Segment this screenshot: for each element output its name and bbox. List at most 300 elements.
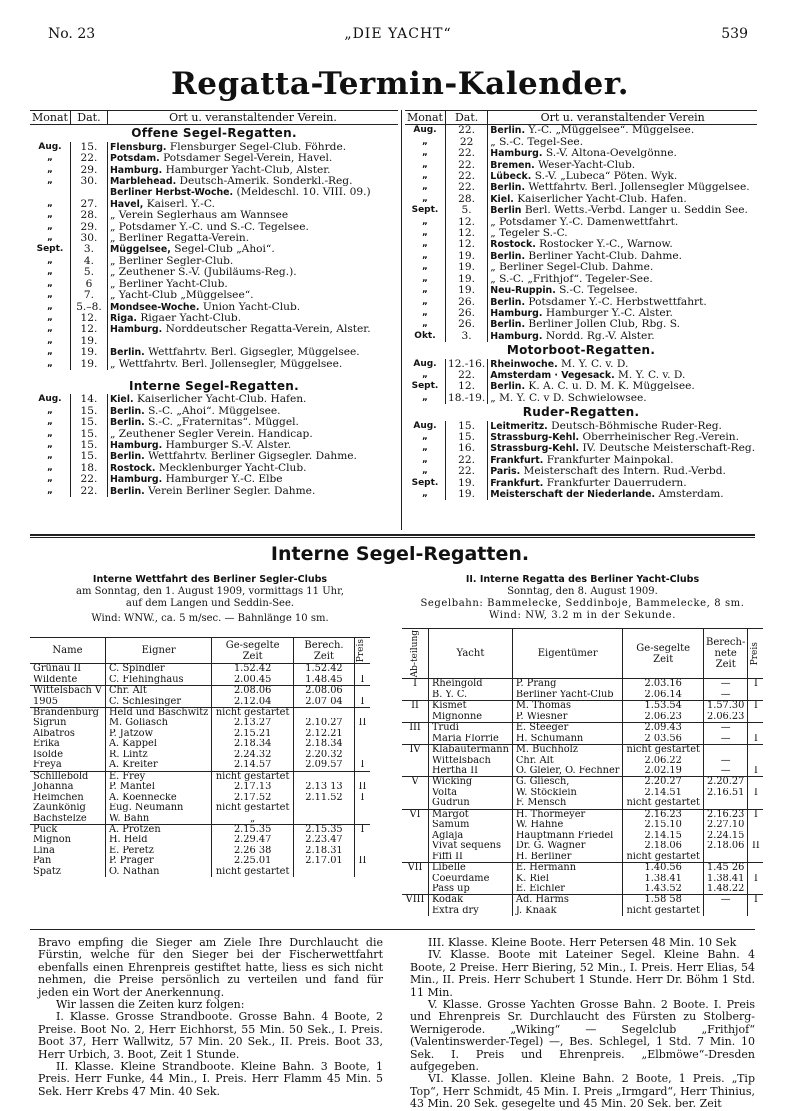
table-cell bbox=[748, 884, 764, 895]
month-cell: „ bbox=[30, 290, 70, 301]
month-cell: „ bbox=[405, 285, 445, 296]
month-cell: „ bbox=[405, 160, 445, 171]
table-cell: 2.27.10 bbox=[703, 820, 747, 830]
table-cell: H. Schumann bbox=[512, 734, 623, 745]
table-cell bbox=[402, 756, 429, 766]
club-text: Mecklenburger Yacht-Club. bbox=[158, 462, 307, 474]
table-row bbox=[402, 756, 763, 766]
club-text: „ Berliner Yacht-Club. bbox=[109, 278, 228, 290]
left-intro-line: am Sonntag, den 1. August 1909, vormittags 11 Uhr, bbox=[76, 586, 344, 597]
calendar-right bbox=[405, 110, 755, 500]
table-cell: 1.58 58 bbox=[623, 895, 704, 906]
city-name: Bremen. bbox=[490, 159, 535, 171]
table-cell: Isolde bbox=[33, 749, 63, 760]
table-row bbox=[30, 760, 370, 771]
right-intro-line: Sonntag, den 8. August 1909. bbox=[507, 586, 658, 597]
table-cell: Pan bbox=[33, 856, 52, 867]
place-cell bbox=[488, 171, 757, 182]
calendar-row bbox=[30, 359, 398, 370]
club-text: Flensburger Segel-Club. Föhrde. bbox=[169, 141, 347, 153]
place-cell bbox=[488, 182, 757, 193]
place-cell bbox=[488, 160, 757, 171]
date-cell: 15. bbox=[70, 440, 107, 451]
place-cell bbox=[488, 217, 757, 228]
month-cell: Okt. bbox=[405, 331, 445, 342]
table-cell: Sigrun bbox=[33, 718, 67, 729]
table-row bbox=[30, 782, 370, 792]
month-cell: Sept. bbox=[405, 381, 445, 392]
month-cell: „ bbox=[30, 324, 70, 335]
calendar-row bbox=[405, 489, 757, 500]
table-cell: H. Thormeyer bbox=[512, 809, 623, 820]
calendar-section bbox=[405, 342, 757, 358]
table-row bbox=[30, 793, 370, 803]
date-cell: 22. bbox=[445, 455, 487, 466]
month-cell: Aug. bbox=[405, 359, 445, 370]
date-cell: 19. bbox=[445, 489, 487, 500]
city-name: Rostock. bbox=[109, 462, 156, 474]
col-header: Berech. Zeit bbox=[293, 638, 354, 664]
left-intro bbox=[40, 574, 380, 625]
table-cell bbox=[748, 712, 764, 723]
table-cell bbox=[354, 846, 370, 856]
date-cell: 12. bbox=[445, 381, 487, 392]
table-cell bbox=[703, 798, 747, 809]
table-cell: VIII bbox=[402, 895, 429, 906]
club-text: IV. Deutsche Meisterschaft-Reg. bbox=[582, 443, 756, 455]
table-cell: 2.13.27 bbox=[212, 718, 294, 728]
table-cell bbox=[354, 664, 370, 675]
col-month: Monat bbox=[30, 111, 70, 125]
month-cell: „ bbox=[30, 165, 70, 176]
month-cell: „ bbox=[405, 489, 445, 500]
date-cell: 22. bbox=[70, 153, 107, 164]
calendar-left-table bbox=[30, 110, 398, 497]
table-cell: Maria Florrie bbox=[429, 734, 513, 745]
table-row bbox=[30, 856, 370, 866]
city-name: Flensburg. bbox=[109, 141, 167, 153]
table-cell: 2.26 38 bbox=[212, 846, 294, 856]
table-cell: Mignon bbox=[33, 835, 71, 846]
club-text: „ Potsdamer Y.-C. und S.-C. Tegelsee. bbox=[109, 221, 309, 233]
date-cell: 22. bbox=[70, 486, 107, 497]
month-cell: „ bbox=[405, 239, 445, 250]
table-cell bbox=[354, 729, 370, 739]
table-cell: II bbox=[354, 782, 370, 792]
city-name: Amsterdam · Vegesack. bbox=[490, 369, 615, 381]
place-cell bbox=[107, 165, 398, 176]
table-cell: 1.48.45 bbox=[293, 675, 354, 686]
table-cell: I bbox=[748, 788, 764, 798]
table-cell: 2.07 04 bbox=[293, 697, 354, 708]
table-row bbox=[402, 734, 763, 745]
table-cell bbox=[293, 708, 354, 719]
calendar-row bbox=[405, 148, 757, 159]
club-text: Frankfurter Mainpokal. bbox=[546, 454, 674, 466]
date-cell: 29. bbox=[70, 222, 107, 233]
place-cell bbox=[107, 153, 398, 164]
table-cell: Puck bbox=[30, 824, 105, 835]
month-cell: „ bbox=[30, 279, 70, 290]
calendar-row bbox=[405, 262, 757, 273]
table-cell: B. Y. C. bbox=[429, 690, 513, 701]
table-cell: 2.09.43 bbox=[623, 723, 704, 734]
club-text: „ Wettfahrtv. Berl. Jollensegler, Müggelsee. bbox=[109, 358, 343, 370]
place-cell bbox=[488, 297, 757, 308]
city-name: Paris. bbox=[490, 466, 521, 478]
table-cell: nicht gestartet bbox=[212, 867, 294, 877]
city-name: Berlin. bbox=[109, 417, 145, 429]
col-header: Ge-segelte Zeit bbox=[623, 629, 704, 679]
table-row bbox=[402, 766, 763, 777]
paragraph: V. Klasse. Grosse Yachten Grosse Bahn. 2 Boote. I. Preis und Ehrenpreis Sr. Durchlaucht des Fürsten zu Stolberg-Wernigerode. „Wiking“ — Segelclub „Frithjof“ (Valentinswerder-Tegel) —, Bes. Schlegel, 1 Std. 7 Min. 10 Sek. I. Preis und Ehrenpreis. „Elbmöwe“-Dresden aufgegeben. bbox=[410, 998, 755, 1074]
table-cell bbox=[402, 906, 429, 916]
col-header: Preis bbox=[354, 638, 370, 664]
city-name: Berlin. bbox=[490, 182, 526, 194]
table-cell bbox=[748, 906, 764, 916]
date-cell: 15. bbox=[70, 451, 107, 462]
date-cell: 5. bbox=[70, 267, 107, 278]
table-cell: 2.06.23 bbox=[623, 712, 704, 723]
table-cell: 2.17.01 bbox=[293, 856, 354, 866]
club-text: Frankfurter Dauerrudern. bbox=[546, 477, 687, 489]
table-cell bbox=[354, 771, 370, 782]
club-text: Y.-C. „Müggelsee“. Müggelsee. bbox=[528, 124, 695, 137]
table-cell bbox=[354, 867, 370, 877]
table-cell bbox=[703, 745, 747, 756]
month-cell: „ bbox=[30, 222, 70, 233]
date-cell: 3. bbox=[445, 331, 487, 342]
month-cell: „ bbox=[30, 336, 70, 347]
table-cell bbox=[748, 863, 764, 874]
journal-name: „DIE YACHT“ bbox=[344, 26, 452, 42]
date-cell: 18.-19. bbox=[445, 393, 487, 404]
table-cell: 2.06.23 bbox=[703, 712, 747, 723]
table-cell: VI bbox=[402, 809, 429, 820]
table-row bbox=[30, 835, 370, 845]
table-cell: I bbox=[354, 697, 370, 708]
table-cell bbox=[402, 874, 429, 884]
table-cell: 2.03.16 bbox=[623, 679, 704, 690]
club-text: Union Yacht-Club. bbox=[202, 301, 301, 313]
table-cell: I bbox=[748, 895, 764, 906]
club-text: M. Y. C. v. D. bbox=[618, 369, 686, 381]
section-heading: Motorboot-Regatten. bbox=[506, 343, 656, 358]
table-row bbox=[30, 771, 370, 782]
page-title: Regatta-Termin-Kalender. bbox=[170, 66, 629, 102]
table-cell: Wittelsbach V bbox=[30, 686, 105, 697]
table-cell bbox=[293, 867, 354, 877]
table-cell: 2 03.56 bbox=[623, 734, 704, 745]
table-cell: II bbox=[354, 718, 370, 728]
table-cell: Volta bbox=[429, 788, 513, 798]
table-cell: 2.12.04 bbox=[212, 697, 294, 708]
table-cell: Eug. Neumann bbox=[105, 803, 211, 813]
table-cell: Vivat sequens bbox=[429, 841, 513, 851]
date-cell: 15. bbox=[70, 406, 107, 417]
table-row bbox=[402, 777, 763, 788]
table-cell: 2.18.06 bbox=[703, 841, 747, 851]
club-text: Deutsch-Amerik. Sonderkl.-Reg. bbox=[179, 176, 353, 188]
date-cell: 12. bbox=[445, 239, 487, 250]
table-cell: P. Prager bbox=[105, 856, 211, 866]
table-cell: 2.18.34 bbox=[212, 739, 294, 749]
calendar-row bbox=[30, 176, 398, 187]
date-cell: 30. bbox=[70, 176, 107, 187]
table-cell bbox=[703, 852, 747, 863]
month-cell: „ bbox=[30, 359, 70, 370]
table-cell: P. Mantel bbox=[105, 782, 211, 792]
table-cell: I bbox=[354, 824, 370, 835]
city-name: Berlin. bbox=[109, 451, 145, 463]
month-cell: „ bbox=[405, 171, 445, 182]
table-row bbox=[30, 664, 370, 675]
place-cell bbox=[107, 176, 398, 187]
date-cell: 27. bbox=[70, 199, 107, 210]
club-text: S.-C. Tegelsee. bbox=[559, 285, 638, 297]
table-cell bbox=[703, 906, 747, 916]
month-cell: „ bbox=[30, 233, 70, 244]
club-text: „ Yacht-Club „Müggelsee“. bbox=[109, 290, 254, 302]
table-cell: — bbox=[703, 679, 747, 690]
table-cell: 2.23.47 bbox=[293, 835, 354, 845]
place-cell bbox=[107, 210, 398, 221]
month-cell: „ bbox=[30, 256, 70, 267]
city-name: Berlin. bbox=[109, 485, 145, 497]
table-row bbox=[30, 686, 370, 697]
club-text: Deutsch-Böhmische Ruder-Reg. bbox=[551, 420, 722, 432]
place-cell bbox=[488, 148, 757, 159]
place-cell bbox=[488, 194, 757, 205]
section-heading: Interne Segel-Regatten. bbox=[129, 378, 299, 393]
table-cell bbox=[748, 723, 764, 734]
city-name: Rheinwoche. bbox=[490, 358, 558, 370]
table-cell: nicht gestartet bbox=[623, 852, 704, 863]
table-cell: P. Jatzow bbox=[105, 729, 211, 739]
date-cell: 4. bbox=[70, 256, 107, 267]
table-cell: Wildente bbox=[33, 674, 78, 685]
paragraph: IV. Klasse. Boote mit Lateiner Segel. Kleine Bahn. 4 Boote, 2 Preise. Herr Biering, 52 Min., I. Preis. Herr Elias, 54 Min., II. Preis. Herr Schubert 1 Stunde. Herr Dr. Böhm 1 Std. 11 Min. bbox=[410, 948, 755, 999]
month-cell: „ bbox=[30, 176, 70, 187]
table-cell: W. Hahne bbox=[512, 820, 623, 830]
table-cell: II bbox=[402, 701, 429, 712]
city-name: Berlin. bbox=[490, 125, 526, 137]
table-cell: F. Mensch bbox=[512, 798, 623, 809]
club-text: Nordd. Rg.-V. Alster. bbox=[545, 330, 655, 342]
place-cell bbox=[488, 421, 757, 432]
table-cell: 1.38.41 bbox=[623, 874, 704, 884]
table-cell: 2.24.32 bbox=[212, 750, 294, 760]
table-cell: J. Knaak bbox=[512, 906, 623, 916]
place-cell bbox=[488, 285, 757, 296]
month-cell: „ bbox=[30, 417, 70, 428]
place-cell bbox=[488, 455, 757, 466]
calendar-row bbox=[405, 285, 757, 296]
club-text: M. Y. C. v. D. bbox=[561, 358, 629, 370]
table-cell: — bbox=[703, 690, 747, 701]
table-cell bbox=[354, 750, 370, 760]
place-cell bbox=[488, 274, 757, 285]
table-cell: 2.18.34 bbox=[293, 739, 354, 749]
table-row bbox=[30, 739, 370, 749]
divider-rule bbox=[30, 929, 755, 930]
table-cell: Schillebold bbox=[30, 771, 105, 782]
calendar-row bbox=[30, 347, 398, 358]
page-header bbox=[48, 26, 748, 48]
club-text: Wettfahrtv. Berliner Gigsegler. Dahme. bbox=[148, 451, 357, 463]
table-cell: E. Frey bbox=[105, 771, 211, 782]
results-right-table bbox=[402, 628, 763, 916]
month-cell: „ bbox=[30, 440, 70, 451]
table-cell: A. Kappel bbox=[105, 739, 211, 749]
table-row bbox=[402, 841, 763, 851]
table-cell bbox=[354, 739, 370, 749]
table-cell: 1.40.56 bbox=[623, 863, 704, 874]
month-cell: „ bbox=[405, 262, 445, 273]
table-cell: Libelle bbox=[429, 863, 513, 874]
internal-title: Interne Segel-Regatten. bbox=[270, 543, 530, 565]
table-cell: O. Nathan bbox=[105, 867, 211, 877]
table-row bbox=[402, 723, 763, 734]
table-cell bbox=[402, 884, 429, 895]
place-cell bbox=[107, 244, 398, 255]
club-text: Berl. Wetts.-Verbd. Langer u. Seddin See. bbox=[524, 205, 748, 217]
table-cell: 2.06.14 bbox=[623, 690, 704, 701]
table-row bbox=[402, 690, 763, 701]
table-cell: — bbox=[703, 723, 747, 734]
table-cell: 2.17.52 bbox=[212, 793, 294, 803]
table-cell bbox=[354, 835, 370, 845]
table-cell: 2.29.47 bbox=[212, 835, 294, 845]
date-cell: 12. bbox=[445, 217, 487, 228]
table-cell: Zaunkönig bbox=[33, 803, 86, 814]
date-cell: 26. bbox=[445, 297, 487, 308]
place-cell bbox=[107, 486, 398, 497]
table-cell: 1.43.52 bbox=[623, 884, 704, 895]
table-row bbox=[30, 803, 370, 813]
table-cell: Spatz bbox=[33, 866, 61, 877]
month-cell: „ bbox=[30, 451, 70, 462]
date-cell: 22. bbox=[445, 148, 487, 159]
table-cell: Samum bbox=[429, 820, 513, 830]
table-cell bbox=[402, 831, 429, 841]
table-cell: 1.38.41 bbox=[703, 874, 747, 884]
table-cell bbox=[748, 820, 764, 830]
city-name: Berlin. bbox=[490, 296, 526, 308]
table-cell: E. Hermann bbox=[512, 863, 623, 874]
table-row bbox=[402, 831, 763, 841]
table-cell bbox=[748, 690, 764, 701]
right-intro-line: Wind: NW, 3.2 m in der Sekunde. bbox=[489, 610, 676, 621]
table-cell: 1.57.30 bbox=[703, 701, 747, 712]
table-cell: C. Flehinghaus bbox=[105, 675, 211, 686]
place-cell bbox=[488, 319, 757, 330]
table-cell bbox=[748, 852, 764, 863]
club-text: S.-V. Altona-Oevelgönne. bbox=[545, 148, 677, 160]
month-cell: „ bbox=[405, 217, 445, 228]
month-cell: „ bbox=[405, 443, 445, 454]
table-cell: 2.10.27 bbox=[293, 718, 354, 728]
table-cell bbox=[402, 690, 429, 701]
table-cell: H. Held bbox=[105, 835, 211, 845]
table-row bbox=[30, 846, 370, 856]
table-row bbox=[402, 884, 763, 895]
table-cell: Lina bbox=[33, 845, 55, 856]
table-cell: I bbox=[748, 766, 764, 777]
city-name: Havel, bbox=[109, 198, 144, 210]
place-cell bbox=[107, 313, 398, 324]
table-cell bbox=[354, 803, 370, 813]
table-cell: 2.16.23 bbox=[623, 809, 704, 820]
table-cell: W. Bahn bbox=[105, 814, 211, 825]
table-cell: Mignonne bbox=[429, 712, 513, 723]
city-name: Strassburg-Kehl. bbox=[490, 431, 580, 443]
city-name: Neu-Ruppin. bbox=[490, 285, 556, 297]
left-intro-line: auf dem Langen und Seddin-See. bbox=[125, 598, 295, 609]
month-cell: Aug. bbox=[30, 142, 70, 153]
table-cell: 2.14.57 bbox=[212, 760, 294, 771]
table-cell: A. Koennecke bbox=[105, 793, 211, 803]
date-cell: 19. bbox=[445, 285, 487, 296]
date-cell: 12.-16. bbox=[445, 359, 487, 370]
city-name: Frankfurt. bbox=[490, 454, 544, 466]
table-cell: Chr. Alt bbox=[105, 686, 211, 697]
calendar-row bbox=[30, 153, 398, 164]
table-cell bbox=[402, 820, 429, 830]
month-cell: „ bbox=[30, 486, 70, 497]
club-text: S.-C. „Ahoi“. Müggelsee. bbox=[148, 405, 281, 417]
table-cell: Brandenburg bbox=[30, 708, 105, 719]
table-cell: II bbox=[354, 856, 370, 866]
table-cell: IV bbox=[402, 745, 429, 756]
table-cell bbox=[748, 831, 764, 841]
table-cell: Aglaja bbox=[429, 831, 513, 841]
date-cell: 7. bbox=[70, 290, 107, 301]
table-cell: I bbox=[354, 675, 370, 686]
results-right bbox=[402, 628, 760, 916]
date-cell: 28. bbox=[445, 194, 487, 205]
table-cell: nicht gestartet bbox=[623, 745, 704, 756]
place-cell bbox=[107, 336, 398, 347]
table-row bbox=[402, 906, 763, 916]
issue-number: No. 23 bbox=[48, 26, 96, 42]
city-name: Hamburg. bbox=[490, 148, 543, 160]
calendar-row bbox=[30, 486, 398, 497]
table-cell bbox=[402, 798, 429, 809]
col-month: Monat bbox=[405, 111, 445, 125]
right-intro-title: II. Interne Regatta des Berliner Yacht-Clubs bbox=[465, 574, 700, 585]
calendar-row bbox=[405, 205, 757, 216]
divider-rule bbox=[30, 537, 755, 538]
table-cell: W. Stöcklein bbox=[512, 788, 623, 798]
table-cell: Fiffi II bbox=[429, 852, 513, 863]
table-cell: H. Berliner bbox=[512, 852, 623, 863]
place-cell bbox=[107, 359, 398, 370]
date-cell: 5. bbox=[445, 205, 487, 216]
table-cell: 2.15.35 bbox=[212, 824, 294, 835]
calendar-right-table bbox=[405, 110, 757, 500]
calendar-section bbox=[30, 378, 398, 394]
table-cell bbox=[293, 803, 354, 813]
place-cell bbox=[107, 199, 398, 210]
club-text: „ Potsdamer Y.-C. Damenwettfahrt. bbox=[490, 216, 679, 228]
month-cell bbox=[30, 187, 70, 198]
table-cell: 2.18.06 bbox=[623, 841, 704, 851]
city-name: Hamburg. bbox=[109, 164, 163, 176]
table-cell: — bbox=[703, 756, 747, 766]
month-cell: „ bbox=[30, 463, 70, 474]
place-cell bbox=[488, 137, 757, 148]
